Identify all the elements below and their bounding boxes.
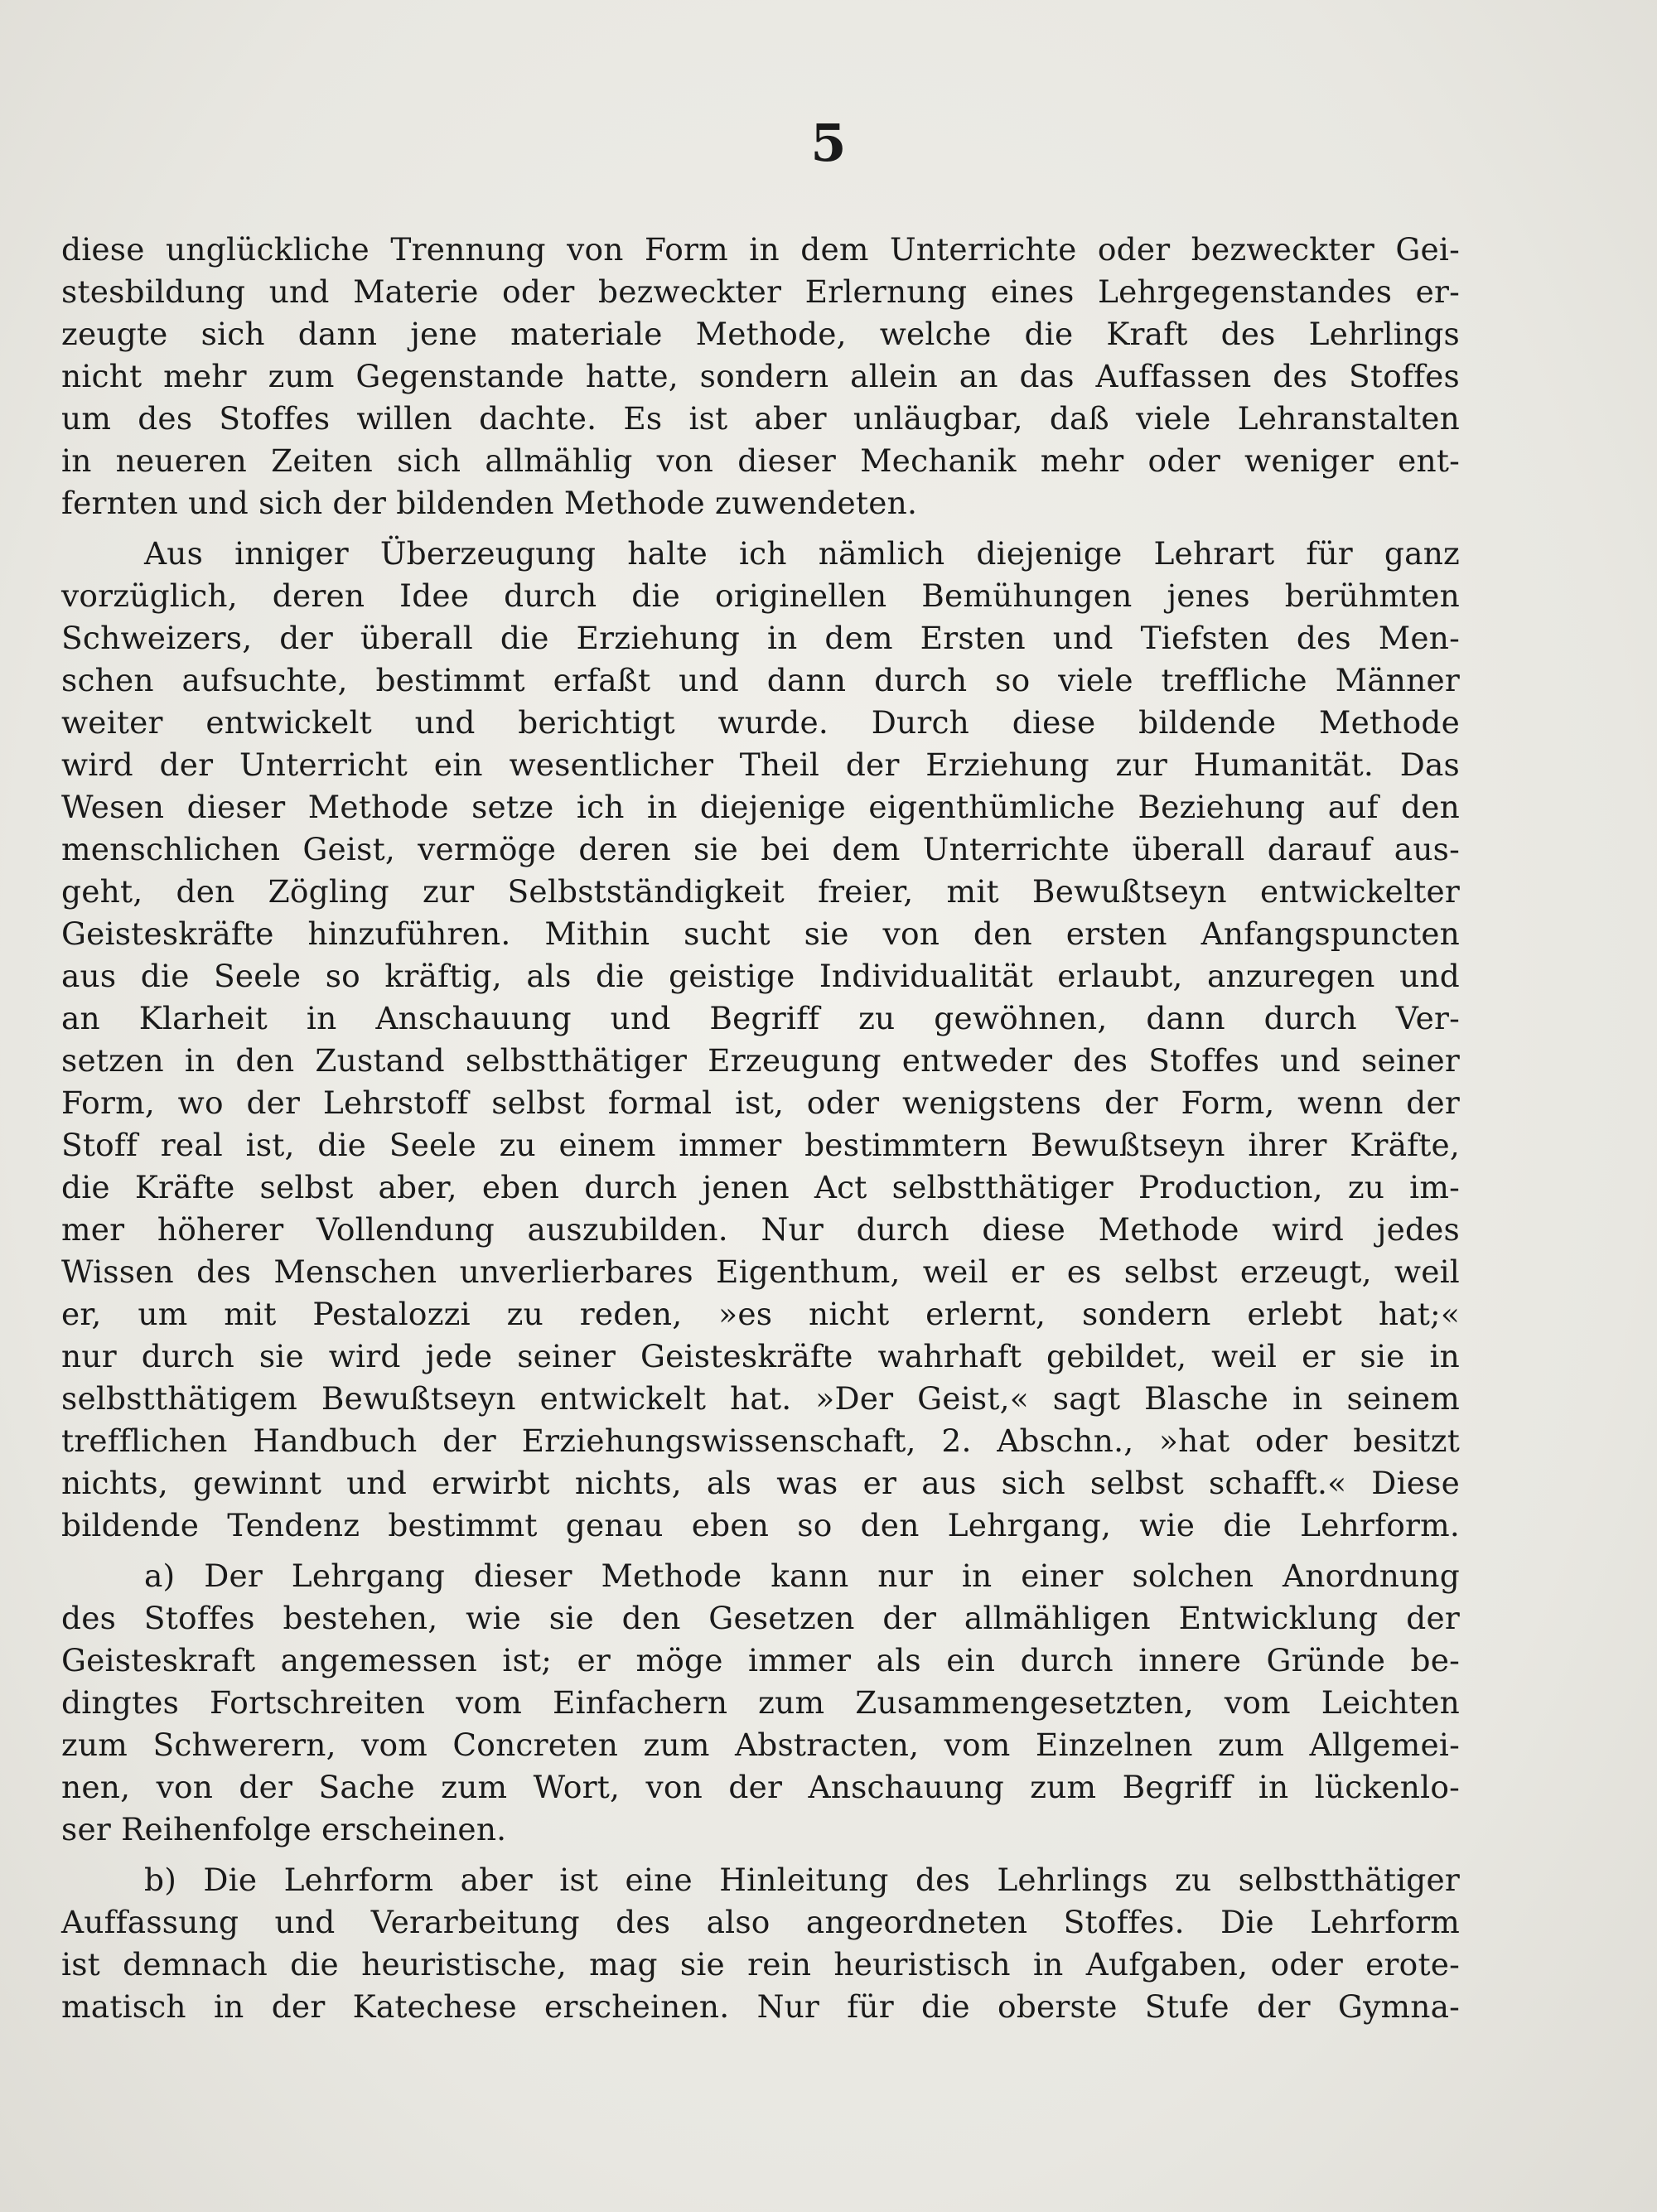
text-line: an Klarheit in Anschauung und Begriff zu gewöhnen, dann durch Ver- [61, 1000, 1460, 1036]
text-line: Form, wo der Lehrstoff selbst formal ist, oder wenigstens der Form, wenn der [61, 1084, 1460, 1121]
text-line: nur durch sie wird jede seiner Geisteskräfte wahrhaft gebildet, weil er sie in [61, 1338, 1460, 1374]
text-line: nichts, gewinnt und erwirbt nichts, als was er aus sich selbst schafft.« Diese [61, 1465, 1460, 1501]
text-line: bildende Tendenz bestimmt genau eben so den Lehrgang, wie die Lehrform. [61, 1507, 1460, 1543]
text-line: matisch in der Katechese erscheinen. Nur für die oberste Stufe der Gymna- [61, 1988, 1460, 2025]
text-line: menschlichen Geist, vermöge deren sie bei dem Unterrichte überall darauf aus- [61, 831, 1460, 867]
text-line: weiter entwickelt und berichtigt wurde. Durch diese bildende Methode [61, 704, 1460, 741]
text-line: Wissen des Menschen unverlierbares Eigenthum, weil er es selbst erzeugt, weil [61, 1253, 1460, 1290]
text-line: Geisteskraft angemessen ist; er möge immer als ein durch innere Gründe be- [61, 1642, 1460, 1678]
text-line: a) Der Lehrgang dieser Methode kann nur in einer solchen Anordnung [144, 1558, 1460, 1594]
text-line: zeugte sich dann jene materiale Methode, welche die Kraft des Lehrlings [61, 316, 1460, 352]
text-line: des Stoffes bestehen, wie sie den Gesetzen der allmähligen Entwicklung der [61, 1600, 1460, 1636]
text-line: ser Reihenfolge erscheinen. [61, 1811, 507, 1847]
paragraph [61, 533, 1460, 1547]
text-line: zum Schwerern, vom Concreten zum Abstracten, vom Einzelnen zum Allgemei- [61, 1727, 1460, 1763]
text-line: Wesen dieser Methode setze ich in diejenige eigenthümliche Beziehung auf den [61, 789, 1460, 825]
text-line: er, um mit Pestalozzi zu reden, »es nicht erlernt, sondern erlebt hat;« [61, 1296, 1460, 1332]
text-line: geht, den Zögling zur Selbstständigkeit freier, mit Bewußtseyn entwickelter [61, 873, 1460, 910]
body-text [61, 229, 1460, 2028]
paragraph [61, 1859, 1460, 2028]
text-line: dingtes Fortschreiten vom Einfachern zum Zusammengesetzten, vom Leichten [61, 1684, 1460, 1721]
text-line: nicht mehr zum Gegenstande hatte, sondern allein an das Auffassen des Stoffes [61, 358, 1460, 394]
text-line: Stoff real ist, die Seele zu einem immer bestimmtern Bewußtseyn ihrer Kräfte, [61, 1127, 1460, 1163]
text-line: trefflichen Handbuch der Erziehungswissenschaft, 2. Abschn., »hat oder besitzt [61, 1422, 1460, 1459]
text-line: aus die Seele so kräftig, als die geistige Individualität erlaubt, anzuregen und [61, 958, 1460, 994]
text-line: Aus inniger Überzeugung halte ich nämlich diejenige Lehrart für ganz [144, 535, 1460, 572]
text-line: setzen in den Zustand selbstthätiger Erzeugung entweder des Stoffes und seiner [61, 1042, 1460, 1079]
text-line: stesbildung und Materie oder bezweckter Erlernung eines Lehrgegenstandes er- [61, 273, 1460, 310]
text-line: selbstthätigem Bewußtseyn entwickelt hat. »Der Geist,« sagt Blasche in seinem [61, 1380, 1460, 1417]
text-line: ist demnach die heuristische, mag sie rein heuristisch in Aufgaben, oder erote- [61, 1946, 1460, 1983]
text-line: Auffassung und Verarbeitung des also angeordneten Stoffes. Die Lehrform [61, 1904, 1460, 1940]
text-line: Geisteskräfte hinzuführen. Mithin sucht sie von den ersten Anfangspuncten [61, 915, 1460, 952]
paragraph [61, 229, 1460, 524]
text-line: Schweizers, der überall die Erziehung in dem Ersten und Tiefsten des Men- [61, 620, 1460, 656]
text-line: fernten und sich der bildenden Methode zuwendeten. [61, 485, 918, 521]
text-line: nen, von der Sache zum Wort, von der Anschauung zum Begriff in lückenlo- [61, 1769, 1460, 1805]
text-line: b) Die Lehrform aber ist eine Hinleitung des Lehrlings zu selbstthätiger [144, 1862, 1460, 1898]
text-line: in neueren Zeiten sich allmählig von dieser Mechanik mehr oder weniger ent- [61, 442, 1460, 479]
text-line: vorzüglich, deren Idee durch die originellen Bemühungen jenes berühmten [61, 577, 1460, 614]
text-line: um des Stoffes willen dachte. Es ist aber unläugbar, daß viele Lehranstalten [61, 400, 1460, 437]
text-line: mer höherer Vollendung auszubilden. Nur durch diese Methode wird jedes [61, 1211, 1460, 1248]
text-line: schen aufsuchte, bestimmt erfaßt und dann durch so viele treffliche Männer [61, 662, 1460, 698]
text-line: diese unglückliche Trennung von Form in dem Unterrichte oder bezweckter Gei- [61, 231, 1460, 268]
text-line: wird der Unterricht ein wesentlicher Theil der Erziehung zur Humanität. Das [61, 746, 1460, 783]
text-line: die Kräfte selbst aber, eben durch jenen Act selbstthätiger Production, zu im- [61, 1169, 1460, 1205]
paragraph [61, 1555, 1460, 1851]
page-number: 5 [810, 113, 847, 173]
